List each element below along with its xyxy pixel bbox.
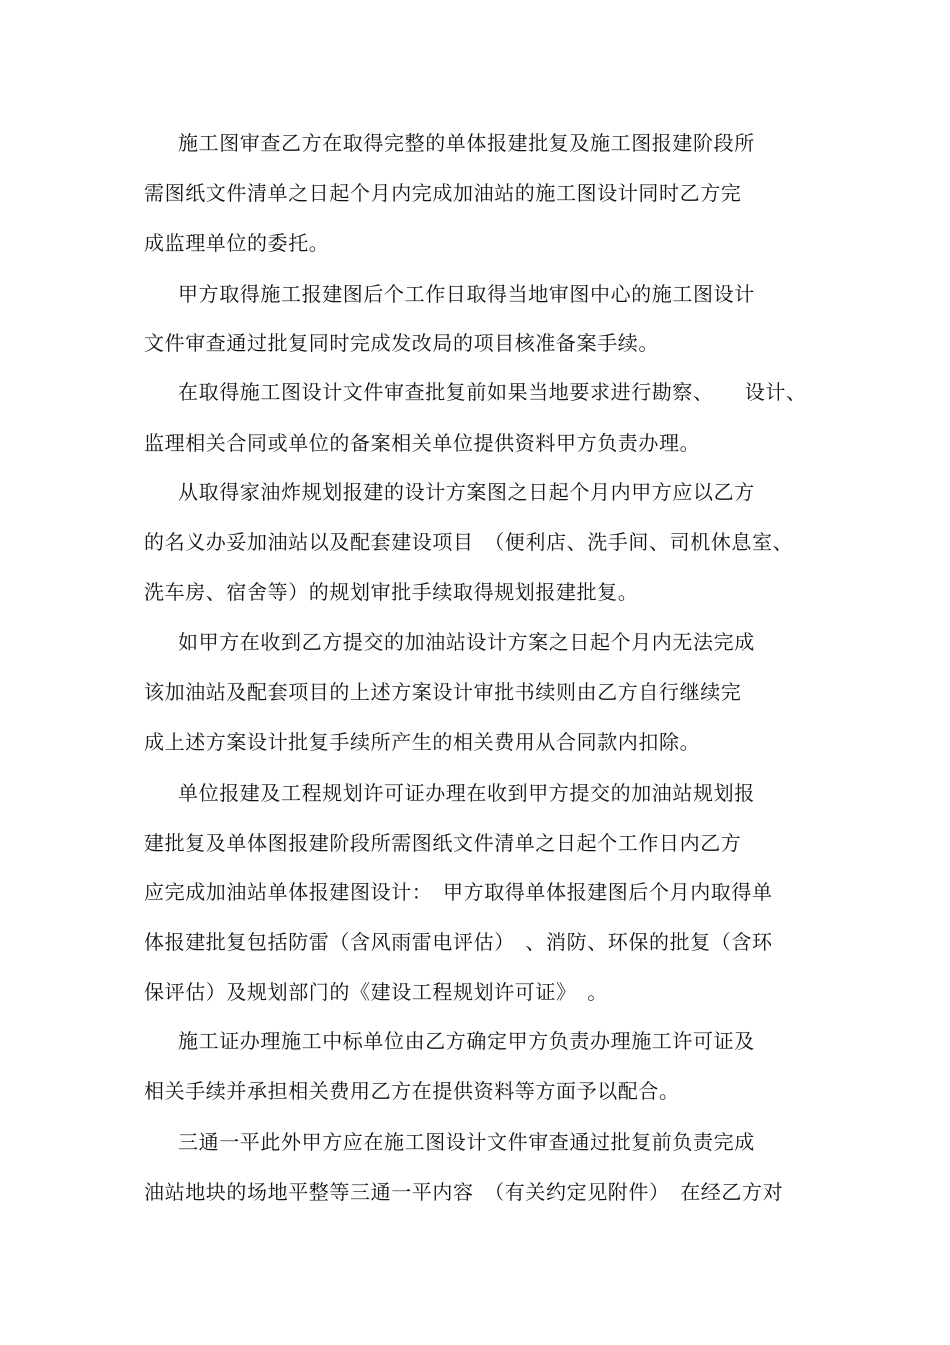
paragraph-6-line-5: 保评估）及规划部门的《建设工程规划许可证》 。 (144, 980, 608, 1004)
paragraph-3-line-1: 在取得施工图设计文件审查批复前如果当地要求进行勘察、 设计、 (178, 380, 807, 404)
paragraph-2-line-1: 甲方取得施工报建图后个工作日取得当地审图中心的施工图设计 (178, 282, 755, 306)
paragraph-3-line-2: 监理相关合同或单位的备案相关单位提供资料甲方负责办理。 (144, 431, 701, 455)
paragraph-4-line-1: 从取得家油炸规划报建的设计方案图之日起个月内甲方应以乙方 (178, 480, 755, 504)
paragraph-1-line-3: 成监理单位的委托。 (144, 231, 330, 255)
paragraph-6-line-2: 建批复及单体图报建阶段所需图纸文件清单之日起个工作日内乙方 (144, 831, 742, 855)
paragraph-5-line-2: 该加油站及配套项目的上述方案设计审批书续则由乙方自行继续完 (144, 680, 742, 704)
paragraph-2-line-2: 文件审查通过批复同时完成发改局的项目核准备案手续。 (144, 331, 659, 355)
paragraph-4-line-3: 洗车房、宿舍等）的规划审批手续取得规划报建批复。 (144, 580, 639, 604)
paragraph-4-line-2: 的名义办妥加油站以及配套建设项目 （便利店、洗手间、司机休息室、 (144, 530, 794, 554)
paragraph-5-line-1: 如甲方在收到乙方提交的加油站设计方案之日起个月内无法完成 (178, 630, 755, 654)
paragraph-6-line-4: 体报建批复包括防雷（含风雨雷电评估） 、消防、环保的批复（含环 (144, 930, 773, 954)
paragraph-6-line-3: 应完成加油站单体报建图设计： 甲方取得单体报建图后个月内取得单 (144, 880, 773, 904)
paragraph-1-line-1: 施工图审查乙方在取得完整的单体报建批复及施工图报建阶段所 (178, 131, 755, 155)
paragraph-6-line-1: 单位报建及工程规划许可证办理在收到甲方提交的加油站规划报 (178, 781, 755, 805)
paragraph-5-line-3: 成上述方案设计批复手续所产生的相关费用从合同款内扣除。 (144, 730, 701, 754)
paragraph-8-line-2: 油站地块的场地平整等三通一平内容 （有关约定见附件） 在经乙方对 (144, 1180, 784, 1204)
paragraph-8-line-1: 三通一平此外甲方应在施工图设计文件审查通过批复前负责完成 (178, 1130, 755, 1154)
paragraph-1-line-2: 需图纸文件清单之日起个月内完成加油站的施工图设计同时乙方完 (144, 181, 742, 205)
paragraph-7-line-1: 施工证办理施工中标单位由乙方确定甲方负责办理施工许可证及 (178, 1029, 755, 1053)
paragraph-7-line-2: 相关手续并承担相关费用乙方在提供资料等方面予以配合。 (144, 1079, 680, 1103)
